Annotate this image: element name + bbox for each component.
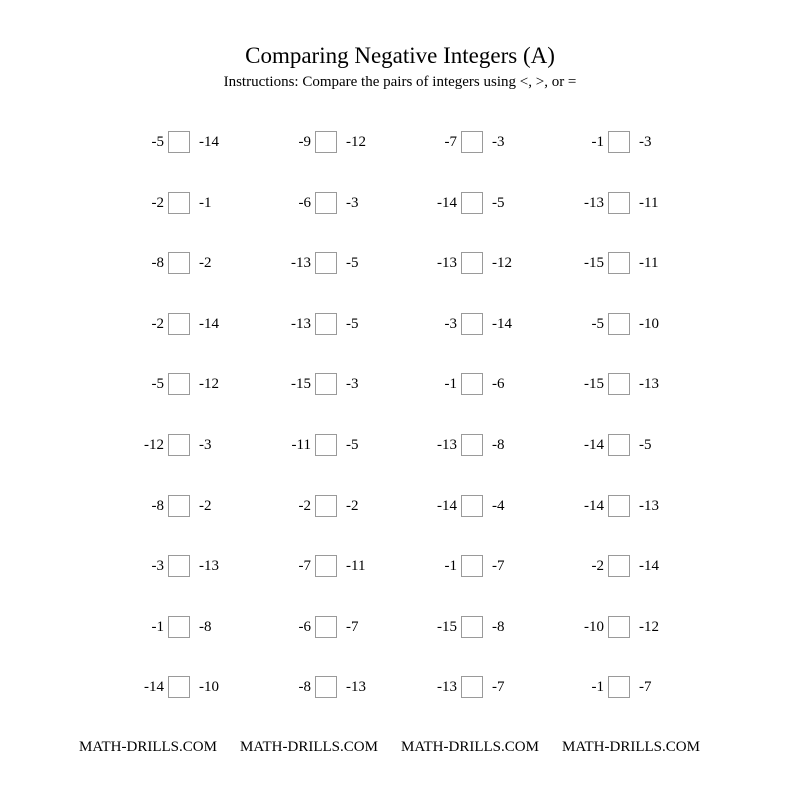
right-integer: -4 <box>492 498 505 514</box>
right-integer: -5 <box>346 316 359 332</box>
comparison-problem <box>579 313 689 335</box>
comparison-problem <box>139 676 249 698</box>
left-integer: -13 <box>437 255 457 271</box>
left-integer: -9 <box>298 134 311 150</box>
answer-box[interactable] <box>315 555 337 577</box>
right-integer: -14 <box>199 316 219 332</box>
answer-box[interactable] <box>315 252 337 274</box>
left-integer: -8 <box>298 679 311 695</box>
comparison-problem <box>579 676 689 698</box>
answer-box[interactable] <box>461 313 483 335</box>
comparison-problem <box>139 252 249 274</box>
comparison-problem <box>579 192 689 214</box>
left-integer: -1 <box>444 558 457 574</box>
answer-box[interactable] <box>461 252 483 274</box>
comparison-problem <box>432 131 542 153</box>
comparison-problem <box>286 192 396 214</box>
right-integer: -8 <box>492 619 505 635</box>
footer-watermark-text: MATH-DRILLS.COM <box>240 739 378 755</box>
right-integer: -7 <box>639 679 652 695</box>
answer-box[interactable] <box>608 131 630 153</box>
comparison-problem <box>432 252 542 274</box>
left-integer: -2 <box>151 195 164 211</box>
comparison-problem <box>139 373 249 395</box>
left-integer: -15 <box>291 376 311 392</box>
answer-box[interactable] <box>168 131 190 153</box>
left-integer: -15 <box>584 255 604 271</box>
footer-watermark-text: MATH-DRILLS.COM <box>401 739 539 755</box>
answer-box[interactable] <box>315 192 337 214</box>
right-integer: -2 <box>346 498 359 514</box>
left-integer: -5 <box>151 376 164 392</box>
left-integer: -1 <box>444 376 457 392</box>
comparison-problem <box>286 495 396 517</box>
right-integer: -3 <box>346 376 359 392</box>
left-integer: -2 <box>591 558 604 574</box>
comparison-problem <box>139 555 249 577</box>
answer-box[interactable] <box>315 676 337 698</box>
worksheet-title: Comparing Negative Integers (A) <box>245 43 555 68</box>
right-integer: -14 <box>639 558 659 574</box>
footer-watermark-text: MATH-DRILLS.COM <box>562 739 700 755</box>
comparison-problem <box>139 192 249 214</box>
worksheet-instructions: Instructions: Compare the pairs of integers using <, >, or = <box>223 74 577 90</box>
answer-box[interactable] <box>168 555 190 577</box>
answer-box[interactable] <box>315 495 337 517</box>
right-integer: -2 <box>199 255 212 271</box>
answer-box[interactable] <box>461 495 483 517</box>
left-integer: -14 <box>437 498 457 514</box>
right-integer: -13 <box>199 558 219 574</box>
right-integer: -3 <box>346 195 359 211</box>
comparison-problem <box>432 313 542 335</box>
left-integer: -1 <box>151 619 164 635</box>
left-integer: -13 <box>291 255 311 271</box>
answer-box[interactable] <box>315 373 337 395</box>
comparison-problem <box>579 131 689 153</box>
comparison-problem <box>286 313 396 335</box>
comparison-problem <box>139 313 249 335</box>
right-integer: -7 <box>492 558 505 574</box>
left-integer: -13 <box>291 316 311 332</box>
right-integer: -13 <box>639 498 659 514</box>
answer-box[interactable] <box>608 192 630 214</box>
left-integer: -13 <box>584 195 604 211</box>
answer-box[interactable] <box>608 616 630 638</box>
answer-box[interactable] <box>168 252 190 274</box>
right-integer: -6 <box>492 376 505 392</box>
answer-box[interactable] <box>608 676 630 698</box>
answer-box[interactable] <box>461 434 483 456</box>
left-integer: -15 <box>584 376 604 392</box>
left-integer: -5 <box>151 134 164 150</box>
comparison-problem <box>432 192 542 214</box>
left-integer: -8 <box>151 255 164 271</box>
right-integer: -11 <box>639 195 659 211</box>
comparison-problem <box>139 434 249 456</box>
answer-box[interactable] <box>608 252 630 274</box>
right-integer: -14 <box>199 134 219 150</box>
answer-box[interactable] <box>608 313 630 335</box>
right-integer: -5 <box>346 437 359 453</box>
left-integer: -14 <box>144 679 164 695</box>
left-integer: -1 <box>591 679 604 695</box>
right-integer: -12 <box>346 134 366 150</box>
answer-box[interactable] <box>608 495 630 517</box>
comparison-problem <box>579 495 689 517</box>
right-integer: -5 <box>346 255 359 271</box>
right-integer: -7 <box>346 619 359 635</box>
comparison-problem <box>139 131 249 153</box>
answer-box[interactable] <box>168 616 190 638</box>
left-integer: -12 <box>144 437 164 453</box>
comparison-problem <box>432 495 542 517</box>
comparison-problem <box>286 676 396 698</box>
answer-box[interactable] <box>315 434 337 456</box>
left-integer: -3 <box>151 558 164 574</box>
right-integer: -2 <box>199 498 212 514</box>
comparison-problem <box>286 555 396 577</box>
right-integer: -12 <box>492 255 512 271</box>
right-integer: -8 <box>492 437 505 453</box>
answer-box[interactable] <box>168 495 190 517</box>
right-integer: -3 <box>492 134 505 150</box>
comparison-problem <box>286 373 396 395</box>
left-integer: -1 <box>591 134 604 150</box>
answer-box[interactable] <box>168 373 190 395</box>
left-integer: -13 <box>437 437 457 453</box>
right-integer: -10 <box>639 316 659 332</box>
right-integer: -3 <box>639 134 652 150</box>
answer-box[interactable] <box>461 616 483 638</box>
comparison-problem <box>579 616 689 638</box>
answer-box[interactable] <box>608 555 630 577</box>
answer-box[interactable] <box>461 373 483 395</box>
comparison-problem <box>286 434 396 456</box>
left-integer: -14 <box>584 498 604 514</box>
right-integer: -13 <box>346 679 366 695</box>
answer-box[interactable] <box>315 313 337 335</box>
answer-box[interactable] <box>168 313 190 335</box>
comparison-problem <box>139 616 249 638</box>
answer-box[interactable] <box>315 616 337 638</box>
left-integer: -10 <box>584 619 604 635</box>
answer-box[interactable] <box>461 555 483 577</box>
comparison-problem <box>579 555 689 577</box>
right-integer: -1 <box>199 195 212 211</box>
left-integer: -6 <box>298 619 311 635</box>
comparison-problem <box>432 555 542 577</box>
left-integer: -7 <box>298 558 311 574</box>
comparison-problem <box>286 616 396 638</box>
left-integer: -5 <box>591 316 604 332</box>
answer-box[interactable] <box>168 192 190 214</box>
right-integer: -7 <box>492 679 505 695</box>
comparison-problem <box>432 676 542 698</box>
comparison-problem <box>139 495 249 517</box>
left-integer: -7 <box>444 134 457 150</box>
right-integer: -5 <box>639 437 652 453</box>
comparison-problem <box>579 252 689 274</box>
left-integer: -13 <box>437 679 457 695</box>
footer-watermark <box>79 737 700 759</box>
right-integer: -11 <box>346 558 366 574</box>
comparison-problem <box>286 252 396 274</box>
comparison-problem <box>432 616 542 638</box>
comparison-problem <box>432 434 542 456</box>
answer-box[interactable] <box>168 676 190 698</box>
left-integer: -11 <box>291 437 311 453</box>
left-integer: -8 <box>151 498 164 514</box>
right-integer: -3 <box>199 437 212 453</box>
answer-box[interactable] <box>315 131 337 153</box>
comparison-problem <box>432 373 542 395</box>
right-integer: -14 <box>492 316 512 332</box>
left-integer: -2 <box>298 498 311 514</box>
left-integer: -14 <box>437 195 457 211</box>
footer-watermark-text: MATH-DRILLS.COM <box>79 739 217 755</box>
answer-box[interactable] <box>461 131 483 153</box>
left-integer: -6 <box>298 195 311 211</box>
left-integer: -3 <box>444 316 457 332</box>
right-integer: -10 <box>199 679 219 695</box>
right-integer: -12 <box>639 619 659 635</box>
answer-box[interactable] <box>608 434 630 456</box>
answer-box[interactable] <box>461 676 483 698</box>
comparison-problem <box>579 434 689 456</box>
comparison-problem <box>579 373 689 395</box>
comparison-problem <box>286 131 396 153</box>
right-integer: -8 <box>199 619 212 635</box>
right-integer: -12 <box>199 376 219 392</box>
right-integer: -13 <box>639 376 659 392</box>
answer-box[interactable] <box>461 192 483 214</box>
answer-box[interactable] <box>168 434 190 456</box>
answer-box[interactable] <box>608 373 630 395</box>
footer-watermark-strip <box>79 737 723 757</box>
left-integer: -2 <box>151 316 164 332</box>
right-integer: -11 <box>639 255 659 271</box>
right-integer: -5 <box>492 195 505 211</box>
left-integer: -14 <box>584 437 604 453</box>
left-integer: -15 <box>437 619 457 635</box>
